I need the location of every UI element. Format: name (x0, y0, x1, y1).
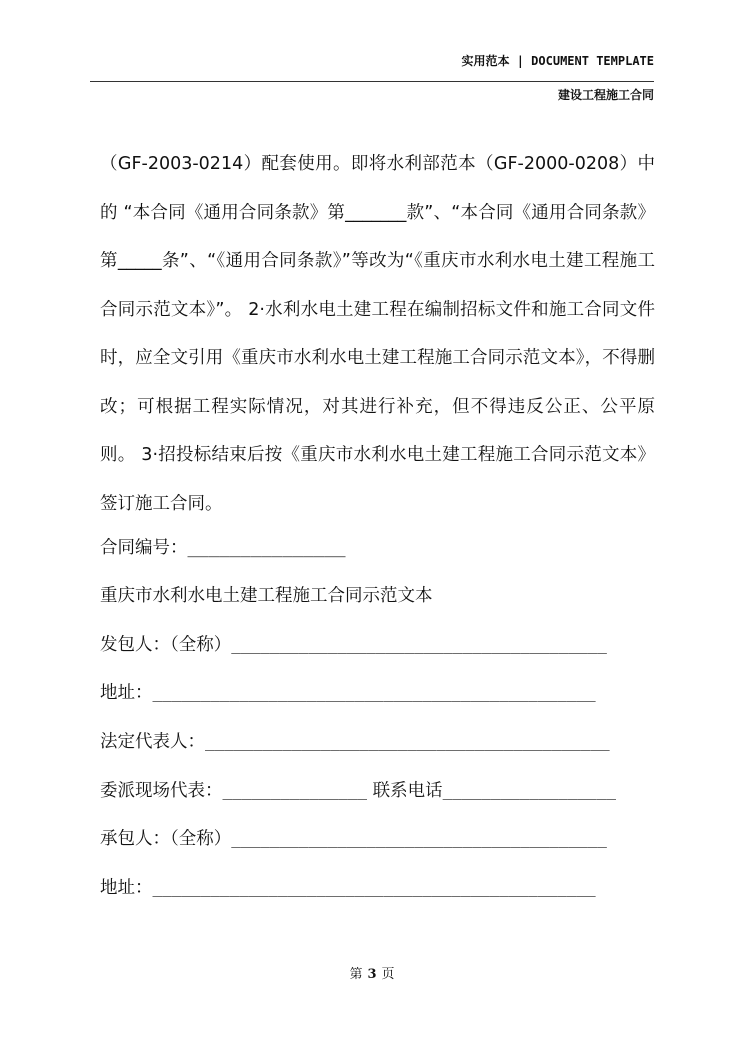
contract-number-line (100, 534, 346, 559)
contract-number-label: 合同编号： (100, 538, 188, 558)
header-divider (90, 81, 654, 82)
site-representative-blank: _______________ (222, 781, 367, 800)
contractor-label: 承包人：（全称） (100, 829, 232, 849)
phone-blank: __________________ (442, 781, 616, 800)
contractor-line (100, 825, 607, 850)
header-template-label: 实用范本 | DOCUMENT TEMPLATE (461, 54, 654, 68)
legal-representative-line (100, 728, 610, 753)
employer-label: 发包人：（全称） (100, 635, 232, 655)
page-footer (0, 963, 744, 982)
body-paragraph: （GF-2003-0214）配套使用。即将水利部范本（GF-2000-0208）中的 “本合同《通用合同条款》第_______款”、“本合同《通用合同条款》第_____条”、“《通用合同条款》”等改为“《重庆市水利水电土建工程施工合同示范文本》”。 2·水利水电土建工程在编制招标文件和施工合同文件时，应全文引用《重庆市水利水电土建工程施工合同示范文本》，不得删改；可根据工程实际情况，对其进行补充，但不得违反公正、公平原则。 3·招投标结束后按《重庆市水利水电土建工程施工合同示范文本》签订施工合同。 (100, 154, 655, 514)
document-title: 重庆市水利水电土建工程施工合同示范文本 (100, 586, 433, 606)
employer-address-line (100, 679, 596, 704)
header-document-title: 建设工程施工合同 (557, 88, 654, 102)
employer-address-blank: ______________________________________________ (152, 683, 596, 702)
employer-blank: _______________________________________ (231, 635, 607, 654)
page-prefix: 第 (349, 967, 363, 982)
phone-label: 联系电话 (367, 781, 443, 801)
page-suffix: 页 (381, 967, 395, 982)
page-number: 3 (367, 967, 377, 982)
employer-address-label: 地址： (100, 683, 153, 703)
contractor-address-label: 地址： (100, 878, 153, 898)
contractor-blank: _______________________________________ (231, 829, 607, 848)
contractor-address-blank: ______________________________________________ (152, 878, 596, 897)
legal-representative-label: 法定代表人： (100, 732, 205, 752)
contractor-address-line (100, 874, 596, 899)
employer-line (100, 631, 607, 656)
site-representative-line (100, 777, 616, 802)
site-representative-label: 委派现场代表： (100, 781, 223, 801)
legal-representative-blank: __________________________________________ (205, 732, 610, 751)
contract-number-blank: _______________ (187, 538, 346, 558)
